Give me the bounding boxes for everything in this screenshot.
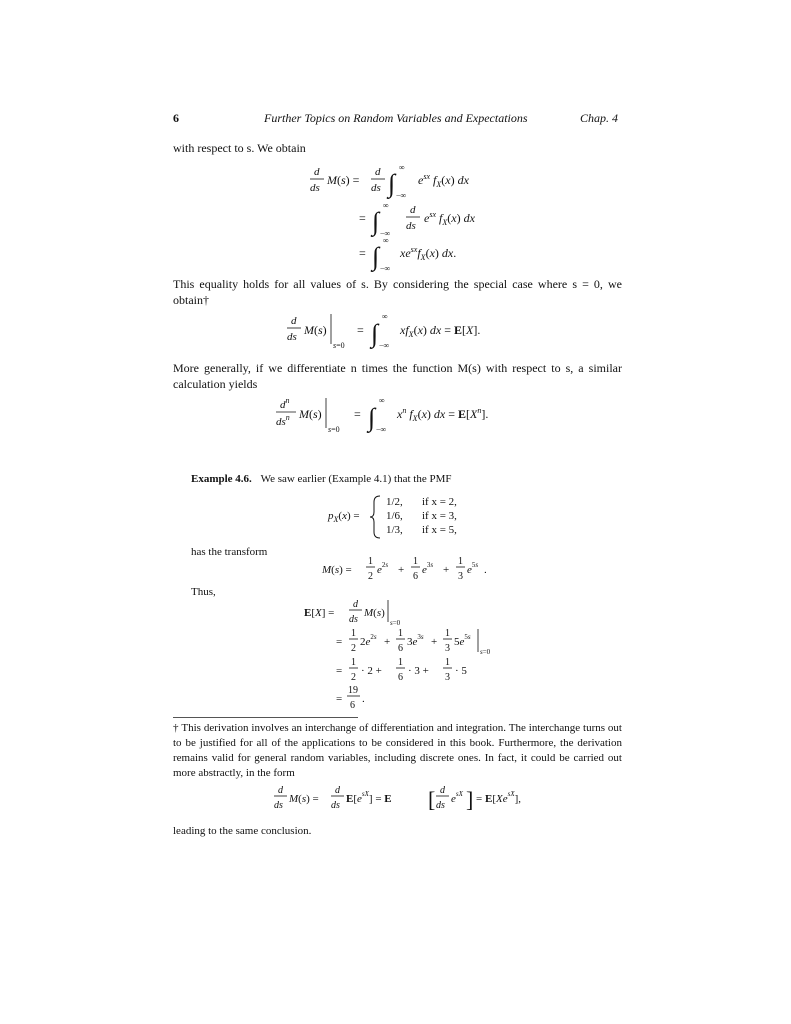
example-label: Example 4.6. <box>191 473 252 485</box>
svg-text:1: 1 <box>413 556 418 567</box>
svg-text:xn fX(x) dx = E[Xn].: $x^n$ $f_X(x)$ dx = $E[X^n]$. <box>397 406 489 423</box>
svg-text:+: + <box>384 636 391 648</box>
svg-text:d: d <box>353 599 358 610</box>
pmf-case-2-value: 1/6, <box>386 510 403 522</box>
svg-text:s=0: s=0 <box>480 648 491 656</box>
svg-text:xesxfX(x) dx.: $xe^{sx}f_X(x)$ dx. <box>400 245 457 262</box>
svg-text:M(s) =: M(s) = <box>322 564 352 576</box>
svg-text:ds: ds <box>371 182 381 194</box>
svg-text:M(s): M(s) <box>304 323 327 337</box>
pmf-case-2-condition: if x = 3, <box>422 510 457 522</box>
page-number: 6 <box>173 111 179 125</box>
svg-text:M(s): M(s) <box>299 407 322 421</box>
svg-text:3: 3 <box>458 571 463 582</box>
svg-text:∫: ∫ <box>388 169 396 198</box>
svg-text:[: [ <box>428 787 436 812</box>
svg-text:· 3 +: · 3 + <box>408 665 429 677</box>
pmf-case-3-value: 1/3, <box>386 524 403 536</box>
footnote-rule <box>173 717 358 718</box>
svg-text:ds: ds <box>287 331 297 343</box>
svg-text:∞: ∞ <box>399 163 405 172</box>
svg-text:∫: ∫ <box>372 207 380 236</box>
svg-text:d: d <box>335 785 340 796</box>
equation-derivative-integral <box>300 160 520 272</box>
svg-text:+: + <box>431 636 438 648</box>
svg-text:s=0: s=0 <box>390 619 401 627</box>
svg-text:3e3s: $3e^3s$ <box>407 633 424 648</box>
svg-text:d: d <box>314 166 320 178</box>
thus-text: Thus, <box>191 586 216 598</box>
svg-text:1: 1 <box>351 657 356 668</box>
running-title: Further Topics on Random Variables and Expectations <box>264 111 528 125</box>
svg-text:6: 6 <box>398 643 403 654</box>
svg-text:ds: ds <box>436 800 445 811</box>
svg-text:6: 6 <box>413 571 418 582</box>
svg-text:+: + <box>443 564 450 576</box>
svg-text:−∞: −∞ <box>396 191 407 200</box>
svg-text:s=0: s=0 <box>333 341 345 350</box>
svg-text:5e5s: $5e^5s$ <box>454 633 471 648</box>
svg-text:= E[XesX],: = $E[Xe^{sX}]$, <box>476 790 522 805</box>
pmf-case-1-value: 1/2, <box>386 496 403 508</box>
svg-text:s=0: s=0 <box>328 425 340 434</box>
svg-text:∞: ∞ <box>379 396 385 405</box>
svg-text:d: d <box>375 166 381 178</box>
svg-text:2: 2 <box>351 643 356 654</box>
svg-text:2e2s: $2e^2s$ <box>360 633 377 648</box>
svg-text:dsn: $ds^n$ <box>276 413 290 428</box>
equation-first-moment <box>283 304 533 354</box>
svg-text:d: d <box>440 785 445 796</box>
svg-text:−∞: −∞ <box>376 425 387 434</box>
svg-text:−∞: −∞ <box>380 264 391 272</box>
svg-text:=: = <box>359 246 366 260</box>
chapter-label: Chap. 4 <box>580 111 619 125</box>
svg-text:1: 1 <box>458 556 463 567</box>
svg-text:E[esX] = E: $E[e^{sX}] = E$ <box>346 790 392 805</box>
svg-text:=: = <box>359 211 366 225</box>
svg-text:· 2 +: · 2 + <box>361 665 382 677</box>
svg-text:· 5: · 5 <box>455 665 467 677</box>
svg-text:e2s: $e^2s$ <box>377 561 389 576</box>
svg-text:ds: ds <box>406 220 416 232</box>
svg-text:1: 1 <box>445 657 450 668</box>
svg-text:∞: ∞ <box>383 236 389 245</box>
svg-text:dn: $d^n$ <box>280 396 290 411</box>
svg-text:=: = <box>336 693 343 705</box>
svg-text:.: . <box>362 693 365 705</box>
svg-text:+: + <box>398 564 405 576</box>
svg-text:1: 1 <box>398 628 403 639</box>
svg-text:d: d <box>278 785 283 796</box>
svg-text:d: d <box>410 204 416 216</box>
svg-text:ds: ds <box>349 614 358 625</box>
svg-text:.: . <box>484 564 487 576</box>
transform-text: has the transform <box>191 546 268 558</box>
paragraph-special-case: This equality holds for all values of s. By considering the special case where s = 0, we obtain† <box>173 277 622 307</box>
svg-text:=: = <box>357 323 364 337</box>
svg-text:−∞: −∞ <box>379 341 390 350</box>
svg-text:=: = <box>336 665 343 677</box>
footnote-text: † This derivation involves an interchange of differentiation and integration. The interchange turns out to be justified for all of the applications to be considered in this book. Furthermore, the derivation remains valid for general random variables, including discrete ones. In fact, it could be carried out more abstractly, in the form <box>173 722 622 779</box>
equation-expected-value <box>302 596 522 716</box>
example-heading <box>191 473 452 486</box>
svg-text:e3s: $e^3s$ <box>422 561 434 576</box>
paragraph-intro: with respect to s. We obtain <box>173 141 306 155</box>
svg-text:esx fX(x) dx: $e^{sx}$ $f_X(x)$ dx <box>424 210 475 227</box>
svg-text:2: 2 <box>368 571 373 582</box>
svg-text:3: 3 <box>445 643 450 654</box>
pmf-case-1-condition: if x = 2, <box>422 496 457 508</box>
svg-text:ds: ds <box>310 182 320 194</box>
svg-text:1: 1 <box>368 556 373 567</box>
svg-text:=: = <box>354 407 361 421</box>
svg-text:ds: ds <box>274 800 283 811</box>
svg-text:esx fX(x) dx: $e^{sx}$ $f_X(x)$ dx <box>418 172 469 189</box>
svg-text:M(s) =: M(s) = <box>289 793 319 805</box>
svg-text:M(s) =: M(s) = <box>327 173 360 187</box>
svg-text:=: = <box>336 636 343 648</box>
svg-text:xfX(x) dx = E[X].: $xf_X(x)$ dx = E[X]. <box>400 323 481 339</box>
svg-text:ds: ds <box>331 800 340 811</box>
footnote-closing: leading to the same conclusion. <box>173 825 312 837</box>
svg-text:1: 1 <box>398 657 403 668</box>
equation-footnote <box>272 780 542 816</box>
svg-text:E[X] =: E[X] = <box>304 607 335 619</box>
svg-text:6: 6 <box>350 700 355 711</box>
svg-text:3: 3 <box>445 672 450 683</box>
svg-text:e5s: $e^5s$ <box>467 561 479 576</box>
pmf-brace <box>368 494 382 540</box>
svg-text:M(s): M(s) <box>364 607 385 619</box>
svg-text:]: ] <box>466 787 474 812</box>
equation-transform <box>320 553 490 587</box>
equation-nth-moment <box>272 388 542 438</box>
svg-text:∞: ∞ <box>382 312 388 321</box>
svg-text:1: 1 <box>351 628 356 639</box>
svg-text:6: 6 <box>398 672 403 683</box>
svg-text:1: 1 <box>445 628 450 639</box>
svg-text:19: 19 <box>348 685 358 696</box>
svg-text:∞: ∞ <box>383 201 389 210</box>
svg-text:∫: ∫ <box>371 319 379 348</box>
svg-text:2: 2 <box>351 672 356 683</box>
svg-text:∫: ∫ <box>372 242 380 271</box>
svg-text:esX: $e^{sX}$ <box>451 790 463 805</box>
svg-text:−∞: −∞ <box>380 229 391 238</box>
paragraph-general: More generally, if we differentiate n times the function M(s) with respect to s, a similar calculation yields <box>173 361 622 391</box>
svg-text:d: d <box>291 315 297 327</box>
svg-text:∫: ∫ <box>368 403 376 432</box>
example-intro: We saw earlier (Example 4.1) that the PMF <box>260 473 452 485</box>
pmf-case-3-condition: if x = 5, <box>422 524 457 536</box>
pmf-lhs: $p_X(x)$ = <box>328 510 360 524</box>
